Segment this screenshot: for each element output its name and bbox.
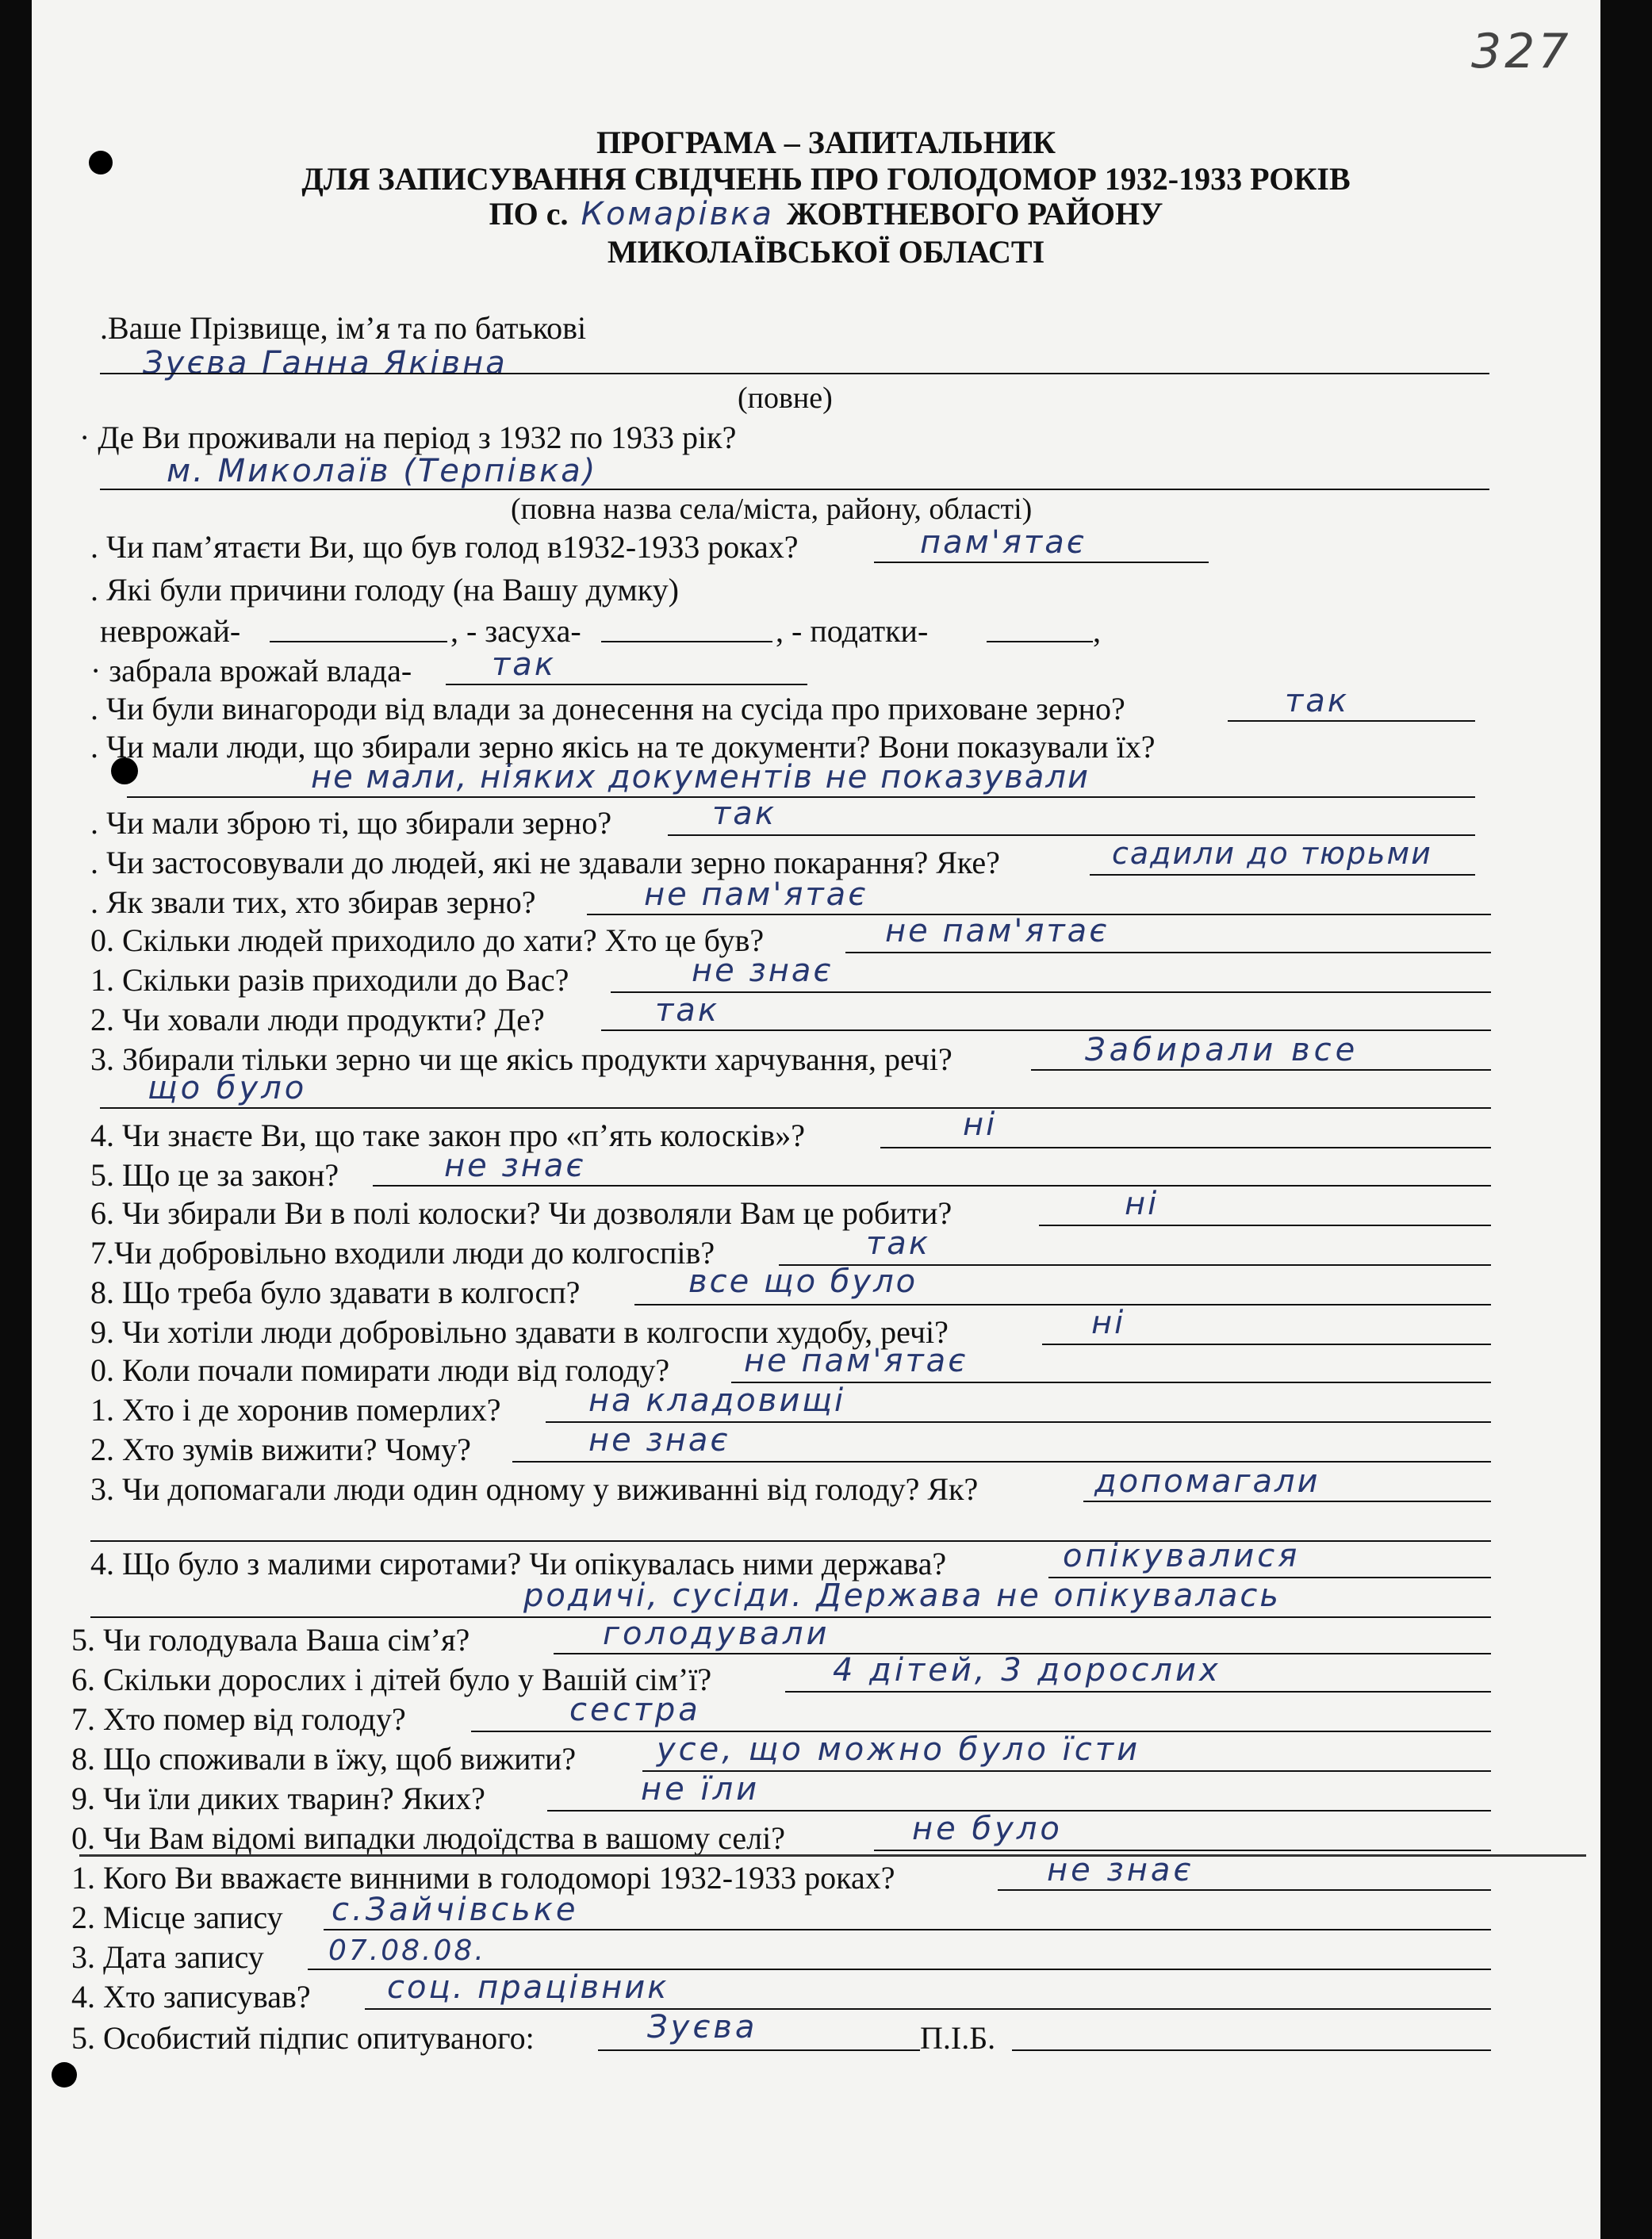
q4-line-b — [601, 641, 772, 642]
q26-label: 6. Скільки дорослих і дітей було у Вашій сім’ї? — [71, 1662, 712, 1697]
q11-answer: не знає — [692, 953, 834, 989]
q12-label: 2. Чи ховали люди продукти? Де? — [90, 1002, 545, 1037]
q15-answer: не знає — [444, 1148, 586, 1184]
q34-answer: соц. працівник — [387, 1969, 669, 2006]
q5-label: . Чи були винагороди від влади за донесення на сусіда про приховане зерно? — [90, 691, 1125, 727]
page-number: 327 — [1471, 24, 1572, 79]
q13-answer-2: що було — [148, 1070, 308, 1106]
q28-label: 8. Що споживали в їжу, щоб вижити? — [71, 1741, 577, 1777]
q4-line-a — [270, 641, 447, 642]
q1-line — [100, 373, 1489, 374]
q2-hint: (повна назва села/міста, району, області) — [511, 493, 1033, 526]
q32-label: 2. Місце запису — [71, 1900, 283, 1935]
fold-line — [79, 1854, 1586, 1857]
q33-answer: 07.08.08. — [328, 1934, 486, 1967]
q1-label: .Ваше Прізвище, ім’я та по батькові — [100, 310, 587, 346]
village-prefix: ПО с. — [489, 196, 569, 232]
q4-line-d — [446, 684, 807, 685]
q26-answer: 4 дітей, 3 дорослих — [833, 1652, 1221, 1689]
q25-answer: голодували — [603, 1616, 830, 1652]
q32-line — [324, 1929, 1491, 1930]
q19-answer: ні — [1091, 1305, 1126, 1341]
q33-label: 3. Дата запису — [71, 1939, 264, 1975]
q16-answer: ні — [1125, 1186, 1159, 1222]
q18-line — [634, 1304, 1491, 1305]
title-line-4: МИКОЛАЇВСЬКОЇ ОБЛАСТІ — [607, 234, 1045, 270]
q21-answer: на кладовищі — [588, 1382, 846, 1419]
q3-line — [874, 562, 1209, 563]
q23-line — [1083, 1501, 1491, 1502]
q34-label: 4. Хто записував? — [71, 1979, 311, 2015]
q30-line — [874, 1850, 1491, 1851]
q4-option-c-end: , — [1093, 613, 1101, 649]
q28-line — [642, 1770, 1491, 1772]
q22-line — [512, 1461, 1491, 1463]
q4-line-c — [987, 641, 1093, 642]
q6-label: . Чи мали люди, що збирали зерно якісь на те документи? Вони показували їх? — [90, 729, 1156, 765]
q18-answer: все що було — [688, 1263, 918, 1300]
q12-line — [601, 1029, 1491, 1031]
q20-label: 0. Коли почали помирати люди від голоду? — [90, 1352, 670, 1388]
q34-line — [365, 2008, 1491, 2010]
q7-label: . Чи мали зброю ті, що збирали зерно? — [90, 805, 612, 841]
q9-label: . Як звали тих, хто збирав зерно? — [90, 884, 536, 920]
title-line-1: ПРОГРАМА – ЗАПИТАЛЬНИК — [596, 125, 1056, 160]
q24-label: 4. Що було з малими сиротами? Чи опікувалась ними держава? — [90, 1546, 947, 1581]
q22-label: 2. Хто зумів вижити? Чому? — [90, 1432, 471, 1467]
district-suffix: ЖОВТНЕВОГО РАЙОНУ — [786, 196, 1163, 232]
q35-pib-line — [1012, 2049, 1491, 2051]
q28-answer: усе, що можно було їсти — [657, 1731, 1141, 1768]
q3-answer: пам'ятає — [920, 524, 1087, 561]
q4-option-c: , - податки- — [776, 613, 929, 649]
q8-line — [1090, 874, 1475, 876]
q25-label: 5. Чи голодувала Ваша сім’я? — [71, 1622, 470, 1658]
q13-label: 3. Збирали тільки зерно чи ще якісь продукти харчування, речі? — [90, 1041, 952, 1077]
q19-label: 9. Чи хотіли люди добровільно здавати в колгоспи худобу, речі? — [90, 1314, 949, 1350]
q29-answer: не їли — [641, 1771, 761, 1808]
q6-line — [127, 796, 1475, 798]
q35-signature-line — [598, 2049, 920, 2051]
q7-answer: так — [712, 796, 776, 832]
q23-answer: допомагали — [1094, 1463, 1320, 1500]
q24-answer-2: родичі, сусіди. Держава не опікувалась — [523, 1578, 1281, 1614]
q3-label: . Чи пам’ятаєти Ви, що був голод в1932-1933 роках? — [90, 529, 799, 565]
q21-label: 1. Хто і де хоронив померлих? — [90, 1392, 501, 1428]
q14-line — [880, 1147, 1491, 1148]
q35-label: 5. Особистий підпис опитуваного: — [71, 2020, 535, 2056]
q6-answer: не мали, ніяких документів не показували — [311, 759, 1090, 796]
q19-line — [1042, 1344, 1491, 1345]
q27-answer: сестра — [569, 1692, 701, 1728]
q24-answer: опікувалися — [1063, 1538, 1301, 1574]
q17-answer: так — [866, 1225, 930, 1262]
punch-hole-bottom — [52, 2062, 77, 2088]
q30-answer: не було — [912, 1811, 1063, 1847]
q1-answer: Зуєва Ганна Яківна — [143, 345, 508, 381]
q26-line — [785, 1691, 1491, 1693]
q18-label: 8. Що треба було здавати в колгосп? — [90, 1275, 581, 1310]
q32-answer: с.Зайчівське — [332, 1892, 579, 1928]
q2-label: · Де Ви проживали на період з 1932 по 1933 рік? — [79, 420, 737, 455]
q17-label: 7.Чи добровільно входили люди до колгоспів? — [90, 1235, 715, 1271]
q22-answer: не знає — [588, 1422, 730, 1459]
q10-label: 0. Скільки людей приходило до хати? Хто це був? — [90, 922, 765, 958]
q13-line-2 — [100, 1107, 1491, 1109]
q27-label: 7. Хто помер від голоду? — [71, 1701, 406, 1737]
q14-answer: ні — [963, 1106, 998, 1143]
q12-answer: так — [655, 992, 719, 1029]
q4-option-a: неврожай- — [100, 613, 241, 649]
q30-label: 0. Чи Вам відомі випадки людоїдства в вашому селі? — [71, 1820, 785, 1856]
village-name: Комарівка — [581, 196, 774, 232]
q16-label: 6. Чи збирали Ви в полі колоски? Чи дозволяли Вам це робити? — [90, 1195, 952, 1231]
q29-label: 9. Чи їли диких тварин? Яких? — [71, 1781, 485, 1816]
q5-answer: так — [1285, 683, 1349, 719]
q2-answer: м. Миколаїв (Терпівка) — [167, 453, 598, 489]
q23-label: 3. Чи допомагали люди один одному у виживанні від голоду? Як? — [90, 1471, 979, 1507]
q10-answer: не пам'ятає — [885, 913, 1110, 949]
q4-option-b: , - засуха- — [450, 613, 581, 649]
q9-answer: не пам'ятає — [644, 876, 868, 913]
q13-answer: Забирали все — [1085, 1032, 1359, 1068]
title-line-3 — [0, 197, 1652, 232]
q35-signature: Зуєва — [647, 2009, 758, 2045]
title-line-2: ДЛЯ ЗАПИСУВАННЯ СВІДЧЕНЬ ПРО ГОЛОДОМОР 1932-1933 РОКІВ — [301, 161, 1351, 197]
q31-label: 1. Кого Ви вважаєте винними в голодоморі 1932-1933 роках? — [71, 1860, 895, 1896]
q2-line — [100, 489, 1489, 490]
q4-option-d: · забрала врожай влада- — [90, 653, 412, 688]
q15-label: 5. Що це за закон? — [90, 1157, 339, 1193]
q4-answer-d: так — [492, 646, 556, 683]
q10-line — [845, 952, 1491, 953]
q11-line — [611, 991, 1491, 993]
q5-line — [1228, 720, 1475, 722]
q8-label: . Чи застосовували до людей, які не здавали зерно покарання? Яке? — [90, 845, 1000, 880]
q15-line — [373, 1185, 1491, 1187]
q31-line — [998, 1889, 1491, 1891]
q8-answer: садили до тюрьми — [1112, 836, 1432, 871]
q31-answer: не знає — [1047, 1852, 1194, 1888]
q16-line — [1039, 1225, 1491, 1226]
q35-pib-label: П.І.Б. — [920, 2020, 996, 2056]
q13-line — [1031, 1069, 1491, 1071]
q4-label: . Які були причини голоду (на Вашу думку) — [90, 572, 679, 608]
q14-label: 4. Чи знаєте Ви, що таке закон про «п’ять колосків»? — [90, 1118, 805, 1153]
q1-hint: (повне) — [738, 381, 833, 415]
q20-answer: не пам'ятає — [744, 1343, 968, 1379]
q11-label: 1. Скільки разів приходили до Вас? — [90, 962, 569, 998]
